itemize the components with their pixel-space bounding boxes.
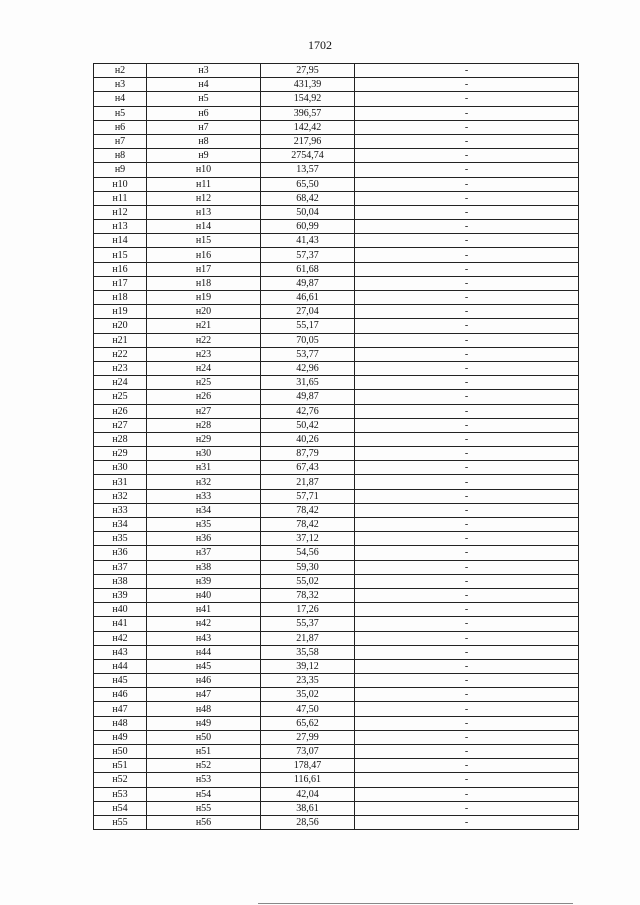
note-cell: - bbox=[355, 78, 579, 92]
note-cell: - bbox=[355, 475, 579, 489]
to-point-cell: н52 bbox=[147, 759, 261, 773]
to-point-cell: н54 bbox=[147, 787, 261, 801]
from-point-cell: н24 bbox=[94, 376, 147, 390]
note-cell: - bbox=[355, 560, 579, 574]
to-point-cell: н53 bbox=[147, 773, 261, 787]
table-row bbox=[94, 773, 579, 787]
from-point-cell: н40 bbox=[94, 603, 147, 617]
table-row bbox=[94, 759, 579, 773]
to-point-cell: н28 bbox=[147, 418, 261, 432]
to-point-cell: н51 bbox=[147, 745, 261, 759]
to-point-cell: н34 bbox=[147, 503, 261, 517]
table-row bbox=[94, 588, 579, 602]
to-point-cell: н23 bbox=[147, 347, 261, 361]
length-cell: 55,17 bbox=[261, 319, 355, 333]
length-cell: 116,61 bbox=[261, 773, 355, 787]
note-cell: - bbox=[355, 347, 579, 361]
table-row bbox=[94, 134, 579, 148]
note-cell: - bbox=[355, 149, 579, 163]
from-point-cell: н46 bbox=[94, 688, 147, 702]
to-point-cell: н3 bbox=[147, 64, 261, 78]
from-point-cell: н38 bbox=[94, 574, 147, 588]
table-row bbox=[94, 92, 579, 106]
note-cell: - bbox=[355, 404, 579, 418]
to-point-cell: н55 bbox=[147, 801, 261, 815]
table-row bbox=[94, 106, 579, 120]
from-point-cell: н10 bbox=[94, 177, 147, 191]
note-cell: - bbox=[355, 574, 579, 588]
from-point-cell: н43 bbox=[94, 645, 147, 659]
table-body bbox=[94, 64, 579, 830]
from-point-cell: н8 bbox=[94, 149, 147, 163]
to-point-cell: н45 bbox=[147, 659, 261, 673]
note-cell: - bbox=[355, 631, 579, 645]
table-row bbox=[94, 503, 579, 517]
length-cell: 78,32 bbox=[261, 588, 355, 602]
table-row bbox=[94, 461, 579, 475]
note-cell: - bbox=[355, 617, 579, 631]
length-cell: 27,95 bbox=[261, 64, 355, 78]
from-point-cell: н29 bbox=[94, 447, 147, 461]
length-cell: 60,99 bbox=[261, 220, 355, 234]
to-point-cell: н19 bbox=[147, 291, 261, 305]
length-cell: 42,96 bbox=[261, 361, 355, 375]
table-row bbox=[94, 305, 579, 319]
length-cell: 68,42 bbox=[261, 191, 355, 205]
to-point-cell: н21 bbox=[147, 319, 261, 333]
from-point-cell: н12 bbox=[94, 205, 147, 219]
length-cell: 59,30 bbox=[261, 560, 355, 574]
length-cell: 21,87 bbox=[261, 631, 355, 645]
from-point-cell: н16 bbox=[94, 262, 147, 276]
table-row bbox=[94, 787, 579, 801]
boundary-points-table bbox=[93, 63, 579, 830]
from-point-cell: н47 bbox=[94, 702, 147, 716]
from-point-cell: н54 bbox=[94, 801, 147, 815]
bottom-rule bbox=[258, 903, 573, 904]
to-point-cell: н15 bbox=[147, 234, 261, 248]
length-cell: 50,42 bbox=[261, 418, 355, 432]
to-point-cell: н11 bbox=[147, 177, 261, 191]
note-cell: - bbox=[355, 106, 579, 120]
length-cell: 35,02 bbox=[261, 688, 355, 702]
length-cell: 35,58 bbox=[261, 645, 355, 659]
note-cell: - bbox=[355, 759, 579, 773]
table-row bbox=[94, 234, 579, 248]
note-cell: - bbox=[355, 134, 579, 148]
note-cell: - bbox=[355, 745, 579, 759]
table-row bbox=[94, 518, 579, 532]
note-cell: - bbox=[355, 333, 579, 347]
to-point-cell: н24 bbox=[147, 361, 261, 375]
to-point-cell: н33 bbox=[147, 489, 261, 503]
table-row bbox=[94, 603, 579, 617]
to-point-cell: н30 bbox=[147, 447, 261, 461]
to-point-cell: н56 bbox=[147, 815, 261, 829]
table-row bbox=[94, 489, 579, 503]
note-cell: - bbox=[355, 262, 579, 276]
to-point-cell: н38 bbox=[147, 560, 261, 574]
to-point-cell: н35 bbox=[147, 518, 261, 532]
note-cell: - bbox=[355, 801, 579, 815]
from-point-cell: н45 bbox=[94, 674, 147, 688]
to-point-cell: н6 bbox=[147, 106, 261, 120]
to-point-cell: н5 bbox=[147, 92, 261, 106]
from-point-cell: н41 bbox=[94, 617, 147, 631]
from-point-cell: н18 bbox=[94, 291, 147, 305]
length-cell: 23,35 bbox=[261, 674, 355, 688]
from-point-cell: н51 bbox=[94, 759, 147, 773]
from-point-cell: н36 bbox=[94, 546, 147, 560]
table-row bbox=[94, 390, 579, 404]
table-row bbox=[94, 631, 579, 645]
table-row bbox=[94, 404, 579, 418]
note-cell: - bbox=[355, 92, 579, 106]
table-row bbox=[94, 674, 579, 688]
note-cell: - bbox=[355, 163, 579, 177]
length-cell: 13,57 bbox=[261, 163, 355, 177]
table-row bbox=[94, 659, 579, 673]
from-point-cell: н42 bbox=[94, 631, 147, 645]
table-row bbox=[94, 276, 579, 290]
length-cell: 17,26 bbox=[261, 603, 355, 617]
to-point-cell: н4 bbox=[147, 78, 261, 92]
note-cell: - bbox=[355, 191, 579, 205]
note-cell: - bbox=[355, 730, 579, 744]
length-cell: 73,07 bbox=[261, 745, 355, 759]
to-point-cell: н26 bbox=[147, 390, 261, 404]
from-point-cell: н50 bbox=[94, 745, 147, 759]
length-cell: 39,12 bbox=[261, 659, 355, 673]
length-cell: 78,42 bbox=[261, 518, 355, 532]
from-point-cell: н30 bbox=[94, 461, 147, 475]
from-point-cell: н4 bbox=[94, 92, 147, 106]
note-cell: - bbox=[355, 291, 579, 305]
note-cell: - bbox=[355, 716, 579, 730]
table-row bbox=[94, 475, 579, 489]
length-cell: 217,96 bbox=[261, 134, 355, 148]
from-point-cell: н44 bbox=[94, 659, 147, 673]
to-point-cell: н50 bbox=[147, 730, 261, 744]
from-point-cell: н35 bbox=[94, 532, 147, 546]
from-point-cell: н26 bbox=[94, 404, 147, 418]
note-cell: - bbox=[355, 518, 579, 532]
note-cell: - bbox=[355, 361, 579, 375]
table-row bbox=[94, 177, 579, 191]
note-cell: - bbox=[355, 120, 579, 134]
length-cell: 55,37 bbox=[261, 617, 355, 631]
note-cell: - bbox=[355, 688, 579, 702]
length-cell: 67,43 bbox=[261, 461, 355, 475]
table-row bbox=[94, 163, 579, 177]
note-cell: - bbox=[355, 177, 579, 191]
page-number: 1702 bbox=[308, 38, 332, 52]
note-cell: - bbox=[355, 248, 579, 262]
table-row bbox=[94, 376, 579, 390]
table-row bbox=[94, 574, 579, 588]
length-cell: 42,04 bbox=[261, 787, 355, 801]
length-cell: 87,79 bbox=[261, 447, 355, 461]
from-point-cell: н14 bbox=[94, 234, 147, 248]
to-point-cell: н18 bbox=[147, 276, 261, 290]
from-point-cell: н15 bbox=[94, 248, 147, 262]
to-point-cell: н27 bbox=[147, 404, 261, 418]
table-row bbox=[94, 319, 579, 333]
length-cell: 37,12 bbox=[261, 532, 355, 546]
length-cell: 53,77 bbox=[261, 347, 355, 361]
from-point-cell: н5 bbox=[94, 106, 147, 120]
from-point-cell: н11 bbox=[94, 191, 147, 205]
length-cell: 57,37 bbox=[261, 248, 355, 262]
length-cell: 21,87 bbox=[261, 475, 355, 489]
table-row bbox=[94, 560, 579, 574]
to-point-cell: н20 bbox=[147, 305, 261, 319]
table-row bbox=[94, 361, 579, 375]
from-point-cell: н55 bbox=[94, 815, 147, 829]
note-cell: - bbox=[355, 461, 579, 475]
to-point-cell: н7 bbox=[147, 120, 261, 134]
table-row bbox=[94, 730, 579, 744]
length-cell: 70,05 bbox=[261, 333, 355, 347]
length-cell: 154,92 bbox=[261, 92, 355, 106]
note-cell: - bbox=[355, 319, 579, 333]
note-cell: - bbox=[355, 276, 579, 290]
table-row bbox=[94, 745, 579, 759]
table-row bbox=[94, 418, 579, 432]
note-cell: - bbox=[355, 305, 579, 319]
to-point-cell: н29 bbox=[147, 432, 261, 446]
table-row bbox=[94, 815, 579, 829]
to-point-cell: н10 bbox=[147, 163, 261, 177]
from-point-cell: н52 bbox=[94, 773, 147, 787]
to-point-cell: н41 bbox=[147, 603, 261, 617]
length-cell: 49,87 bbox=[261, 390, 355, 404]
length-cell: 57,71 bbox=[261, 489, 355, 503]
from-point-cell: н20 bbox=[94, 319, 147, 333]
length-cell: 54,56 bbox=[261, 546, 355, 560]
note-cell: - bbox=[355, 503, 579, 517]
from-point-cell: н2 bbox=[94, 64, 147, 78]
from-point-cell: н7 bbox=[94, 134, 147, 148]
to-point-cell: н32 bbox=[147, 475, 261, 489]
length-cell: 396,57 bbox=[261, 106, 355, 120]
table-row bbox=[94, 120, 579, 134]
note-cell: - bbox=[355, 532, 579, 546]
note-cell: - bbox=[355, 205, 579, 219]
from-point-cell: н39 bbox=[94, 588, 147, 602]
to-point-cell: н39 bbox=[147, 574, 261, 588]
to-point-cell: н42 bbox=[147, 617, 261, 631]
from-point-cell: н23 bbox=[94, 361, 147, 375]
to-point-cell: н12 bbox=[147, 191, 261, 205]
table-row bbox=[94, 645, 579, 659]
note-cell: - bbox=[355, 418, 579, 432]
note-cell: - bbox=[355, 390, 579, 404]
from-point-cell: н6 bbox=[94, 120, 147, 134]
table-row bbox=[94, 447, 579, 461]
to-point-cell: н40 bbox=[147, 588, 261, 602]
from-point-cell: н19 bbox=[94, 305, 147, 319]
to-point-cell: н49 bbox=[147, 716, 261, 730]
from-point-cell: н34 bbox=[94, 518, 147, 532]
length-cell: 178,47 bbox=[261, 759, 355, 773]
note-cell: - bbox=[355, 674, 579, 688]
table-row bbox=[94, 248, 579, 262]
to-point-cell: н48 bbox=[147, 702, 261, 716]
note-cell: - bbox=[355, 220, 579, 234]
length-cell: 55,02 bbox=[261, 574, 355, 588]
table-row bbox=[94, 432, 579, 446]
note-cell: - bbox=[355, 659, 579, 673]
length-cell: 27,99 bbox=[261, 730, 355, 744]
table-row bbox=[94, 262, 579, 276]
table-row bbox=[94, 220, 579, 234]
from-point-cell: н37 bbox=[94, 560, 147, 574]
note-cell: - bbox=[355, 234, 579, 248]
length-cell: 65,50 bbox=[261, 177, 355, 191]
table-row bbox=[94, 333, 579, 347]
from-point-cell: н22 bbox=[94, 347, 147, 361]
to-point-cell: н16 bbox=[147, 248, 261, 262]
to-point-cell: н31 bbox=[147, 461, 261, 475]
length-cell: 31,65 bbox=[261, 376, 355, 390]
length-cell: 46,61 bbox=[261, 291, 355, 305]
table-row bbox=[94, 532, 579, 546]
table-row bbox=[94, 191, 579, 205]
note-cell: - bbox=[355, 603, 579, 617]
note-cell: - bbox=[355, 645, 579, 659]
note-cell: - bbox=[355, 546, 579, 560]
table-row bbox=[94, 64, 579, 78]
from-point-cell: н17 bbox=[94, 276, 147, 290]
to-point-cell: н14 bbox=[147, 220, 261, 234]
length-cell: 40,26 bbox=[261, 432, 355, 446]
note-cell: - bbox=[355, 376, 579, 390]
table-row bbox=[94, 801, 579, 815]
to-point-cell: н36 bbox=[147, 532, 261, 546]
note-cell: - bbox=[355, 787, 579, 801]
note-cell: - bbox=[355, 489, 579, 503]
note-cell: - bbox=[355, 702, 579, 716]
note-cell: - bbox=[355, 64, 579, 78]
table-row bbox=[94, 688, 579, 702]
from-point-cell: н48 bbox=[94, 716, 147, 730]
length-cell: 49,87 bbox=[261, 276, 355, 290]
length-cell: 61,68 bbox=[261, 262, 355, 276]
from-point-cell: н13 bbox=[94, 220, 147, 234]
length-cell: 78,42 bbox=[261, 503, 355, 517]
table-row bbox=[94, 546, 579, 560]
note-cell: - bbox=[355, 447, 579, 461]
to-point-cell: н22 bbox=[147, 333, 261, 347]
from-point-cell: н33 bbox=[94, 503, 147, 517]
to-point-cell: н8 bbox=[147, 134, 261, 148]
from-point-cell: н21 bbox=[94, 333, 147, 347]
to-point-cell: н44 bbox=[147, 645, 261, 659]
from-point-cell: н28 bbox=[94, 432, 147, 446]
from-point-cell: н32 bbox=[94, 489, 147, 503]
from-point-cell: н53 bbox=[94, 787, 147, 801]
from-point-cell: н9 bbox=[94, 163, 147, 177]
to-point-cell: н43 bbox=[147, 631, 261, 645]
table-row bbox=[94, 702, 579, 716]
to-point-cell: н25 bbox=[147, 376, 261, 390]
table-row bbox=[94, 291, 579, 305]
note-cell: - bbox=[355, 588, 579, 602]
length-cell: 42,76 bbox=[261, 404, 355, 418]
table-row bbox=[94, 716, 579, 730]
note-cell: - bbox=[355, 773, 579, 787]
table-row bbox=[94, 617, 579, 631]
length-cell: 431,39 bbox=[261, 78, 355, 92]
length-cell: 142,42 bbox=[261, 120, 355, 134]
length-cell: 27,04 bbox=[261, 305, 355, 319]
length-cell: 41,43 bbox=[261, 234, 355, 248]
to-point-cell: н47 bbox=[147, 688, 261, 702]
table-row bbox=[94, 347, 579, 361]
table-row bbox=[94, 205, 579, 219]
length-cell: 28,56 bbox=[261, 815, 355, 829]
table-row bbox=[94, 149, 579, 163]
from-point-cell: н27 bbox=[94, 418, 147, 432]
table-row bbox=[94, 78, 579, 92]
length-cell: 47,50 bbox=[261, 702, 355, 716]
to-point-cell: н46 bbox=[147, 674, 261, 688]
to-point-cell: н13 bbox=[147, 205, 261, 219]
from-point-cell: н49 bbox=[94, 730, 147, 744]
from-point-cell: н25 bbox=[94, 390, 147, 404]
length-cell: 38,61 bbox=[261, 801, 355, 815]
length-cell: 2754,74 bbox=[261, 149, 355, 163]
to-point-cell: н37 bbox=[147, 546, 261, 560]
note-cell: - bbox=[355, 815, 579, 829]
note-cell: - bbox=[355, 432, 579, 446]
to-point-cell: н9 bbox=[147, 149, 261, 163]
from-point-cell: н3 bbox=[94, 78, 147, 92]
from-point-cell: н31 bbox=[94, 475, 147, 489]
length-cell: 50,04 bbox=[261, 205, 355, 219]
length-cell: 65,62 bbox=[261, 716, 355, 730]
to-point-cell: н17 bbox=[147, 262, 261, 276]
